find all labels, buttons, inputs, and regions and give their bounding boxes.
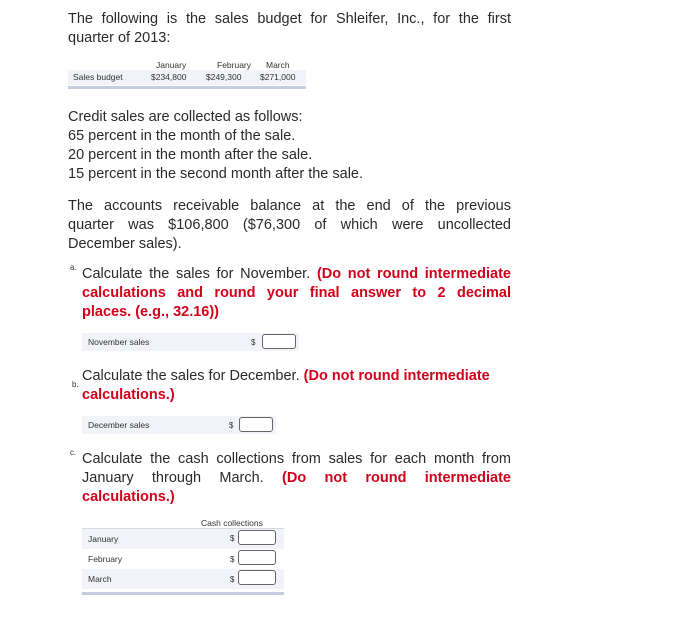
currency-symbol: $	[230, 575, 235, 584]
part-c-marker: c.	[70, 448, 77, 457]
credit-line-3: 15 percent in the second month after the sale.	[68, 166, 364, 182]
march-collections-input[interactable]	[238, 570, 276, 585]
part-b-marker: b.	[72, 380, 79, 389]
receivable-line-2: quarter was $106,800 ($76,300 of which were uncollected	[68, 217, 511, 233]
row-label-january: January	[88, 534, 119, 544]
header-february: February	[217, 60, 252, 70]
december-sales-label: December sales	[88, 420, 150, 430]
cash-collections-table	[82, 514, 284, 598]
part-c-line-1: Calculate the cash collections from sales for each month from	[82, 451, 511, 467]
row-label-march: March	[88, 574, 112, 584]
currency-symbol: $	[230, 555, 235, 564]
january-collections-input[interactable]	[238, 530, 276, 545]
november-sales-label: November sales	[88, 337, 150, 347]
header-march: March	[266, 60, 290, 70]
row-label-february: February	[88, 554, 123, 564]
credit-heading: Credit sales are collected as follows:	[68, 109, 303, 125]
intro-line-2: quarter of 2013:	[68, 30, 171, 46]
part-a-line-2: calculations and round your final answer to 2 decimal	[82, 285, 511, 301]
intro-line-1: The following is the sales budget for Shleifer, Inc., for the first	[68, 11, 511, 27]
row-label-sales-budget: Sales budget	[73, 72, 123, 82]
part-b-line-1: Calculate the sales for December. (Do not round intermediate	[82, 368, 490, 384]
part-c-line-2: January through March. (Do not round intermediate	[82, 470, 511, 486]
credit-line-2: 20 percent in the month after the sale.	[68, 147, 313, 163]
receivable-line-1: The accounts receivable balance at the end of the previous	[68, 198, 511, 214]
currency-symbol: $	[229, 421, 234, 430]
part-b-line-2: calculations.)	[82, 387, 175, 403]
sales-budget-table	[68, 58, 306, 91]
receivable-line-3: December sales).	[68, 236, 182, 252]
table-bottom-bar	[82, 592, 284, 595]
currency-symbol: $	[230, 534, 235, 543]
cash-collections-header: Cash collections	[201, 518, 263, 528]
part-c-line-3: calculations.)	[82, 489, 175, 505]
part-a-marker: a.	[70, 263, 77, 272]
credit-line-1: 65 percent in the month of the sale.	[68, 128, 296, 144]
part-a-line-3: places. (e.g., 32.16))	[82, 304, 220, 320]
part-a-line-1: Calculate the sales for November. (Do not round intermediate	[82, 266, 511, 282]
november-sales-input[interactable]	[262, 334, 296, 349]
value-march: $271,000	[260, 72, 296, 82]
table-bottom-bar	[68, 86, 306, 89]
value-february: $249,300	[206, 72, 242, 82]
header-january: January	[156, 60, 187, 70]
currency-symbol: $	[251, 338, 256, 347]
value-january: $234,800	[151, 72, 187, 82]
february-collections-input[interactable]	[238, 550, 276, 565]
december-sales-input[interactable]	[239, 417, 273, 432]
